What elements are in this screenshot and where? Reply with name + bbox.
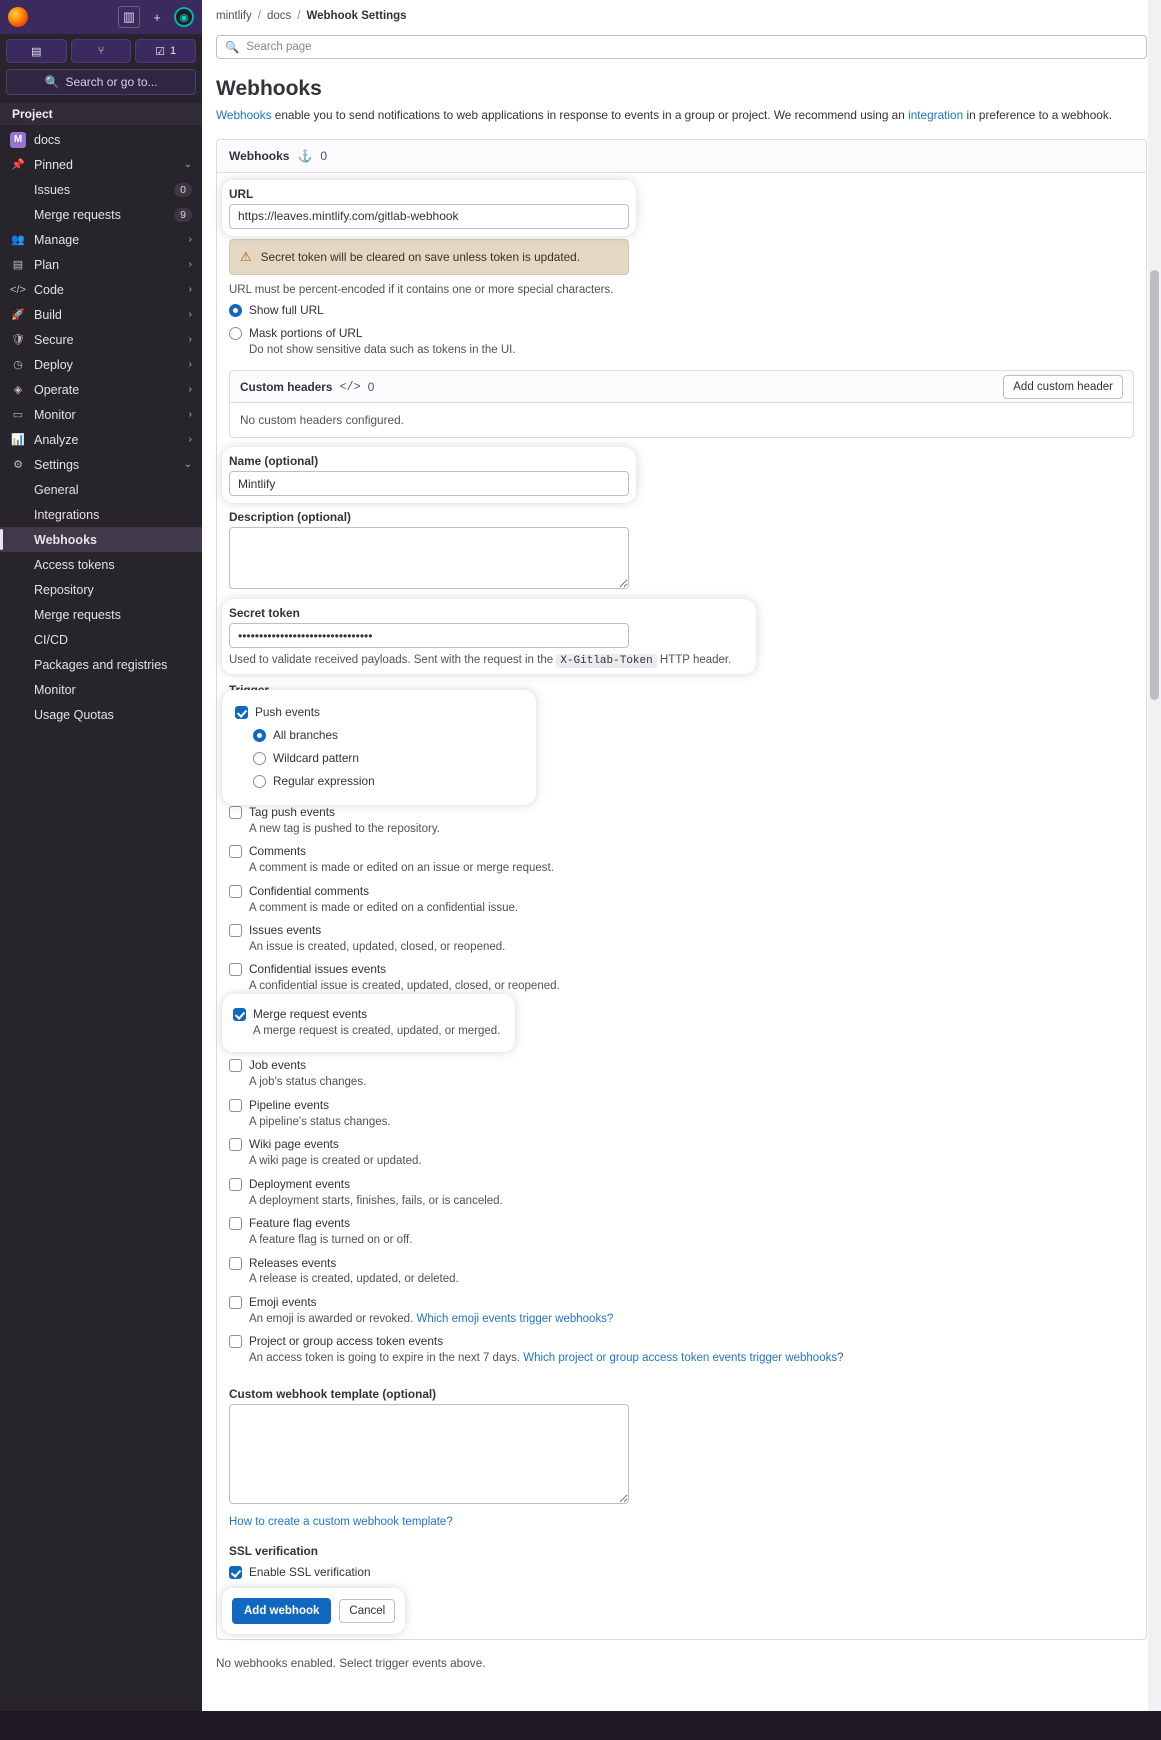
secret-token-group bbox=[229, 606, 749, 667]
trigger-sub: A wiki page is created or updated. bbox=[249, 1155, 422, 1168]
sidebar-item-merge-requests-settings[interactable] bbox=[0, 602, 202, 627]
custom-headers-title: Custom headers bbox=[240, 379, 333, 394]
main-content bbox=[202, 0, 1161, 1740]
trigger-label: Releases events bbox=[249, 1255, 337, 1270]
panel-icon[interactable]: ▥ bbox=[118, 6, 140, 28]
vertical-scrollbar[interactable] bbox=[1148, 0, 1161, 1740]
page-body bbox=[202, 59, 1161, 1690]
checkbox-icon[interactable] bbox=[229, 963, 242, 976]
sidebar-item-plan[interactable] bbox=[0, 252, 202, 277]
plus-icon[interactable]: + bbox=[153, 9, 161, 25]
integration-doc-link[interactable]: integration bbox=[908, 108, 964, 122]
trigger-sub: A job's status changes. bbox=[249, 1076, 367, 1089]
sidebar-item-settings[interactable] bbox=[0, 452, 202, 477]
regular-expression-option[interactable] bbox=[253, 774, 523, 790]
page-description bbox=[216, 107, 1147, 125]
checkbox-icon[interactable] bbox=[229, 924, 242, 937]
custom-headers-count: 0 bbox=[367, 379, 375, 394]
merge-requests-count-badge: 9 bbox=[174, 208, 192, 222]
checkbox-icon[interactable] bbox=[229, 1059, 242, 1072]
name-field-group bbox=[229, 454, 629, 496]
description-label: Description (optional) bbox=[229, 510, 351, 525]
trigger-sub: A comment is made or edited on an issue or merge request. bbox=[249, 862, 554, 875]
browser-toolbar bbox=[0, 0, 202, 34]
url-input[interactable] bbox=[229, 204, 629, 229]
sidebar-item-packages-and-registries[interactable] bbox=[0, 652, 202, 677]
wildcard-pattern-option[interactable] bbox=[253, 751, 523, 767]
checkbox-icon[interactable] bbox=[229, 1566, 242, 1579]
secret-token-warning bbox=[229, 239, 629, 275]
checkbox-icon[interactable] bbox=[233, 1008, 246, 1021]
firefox-logo-icon bbox=[8, 7, 28, 27]
code-brackets-icon: </> bbox=[339, 379, 361, 394]
show-full-url-option[interactable] bbox=[229, 303, 1134, 319]
page-title: Webhooks bbox=[216, 77, 322, 100]
breadcrumb-separator: / bbox=[257, 9, 261, 22]
sidebar-item-label: Settings bbox=[34, 457, 80, 472]
name-label: Name (optional) bbox=[229, 454, 319, 469]
mask-url-text: Mask portions of URL bbox=[249, 325, 363, 340]
trigger-label: Trigger bbox=[229, 683, 269, 698]
show-full-url-label: Show full URL bbox=[249, 302, 324, 317]
chevron-right-icon: › bbox=[188, 409, 192, 420]
checkbox-icon[interactable] bbox=[229, 1099, 242, 1112]
sidebar-item-pinned[interactable] bbox=[0, 152, 202, 177]
mask-url-label bbox=[249, 326, 516, 358]
tab-list-icon[interactable]: ▤ bbox=[6, 39, 67, 63]
trigger-sub: A comment is made or edited on a confidential issue. bbox=[249, 901, 519, 914]
trigger-confidential-issues-events[interactable] bbox=[229, 962, 1134, 994]
sidebar-item-label: Monitor bbox=[34, 682, 76, 697]
trigger-label: Emoji events bbox=[249, 1294, 317, 1309]
webhooks-count: 0 bbox=[320, 148, 328, 163]
todo-icon[interactable] bbox=[135, 39, 196, 63]
checkbox-icon[interactable] bbox=[229, 1178, 242, 1191]
sidebar-item-label: Repository bbox=[34, 582, 94, 597]
secret-hint-post: HTTP header. bbox=[656, 654, 732, 667]
custom-headers-empty-state: No custom headers configured. bbox=[240, 413, 404, 428]
code-icon: </> bbox=[10, 283, 26, 296]
trigger-merge-request-events[interactable] bbox=[233, 1007, 500, 1039]
radio-icon[interactable] bbox=[253, 752, 266, 765]
sidebar-item-label: General bbox=[34, 482, 79, 497]
trigger-job-events[interactable] bbox=[229, 1058, 1134, 1090]
sidebar-item-general[interactable] bbox=[0, 477, 202, 502]
trigger-releases-events[interactable] bbox=[229, 1256, 1134, 1288]
push-events-checkbox-row[interactable] bbox=[235, 705, 523, 721]
sidebar-items bbox=[0, 125, 202, 727]
sidebar-item-label: Packages and registries bbox=[34, 657, 168, 672]
push-events-label: Push events bbox=[255, 705, 320, 720]
breadcrumb-separator: / bbox=[297, 9, 301, 22]
sidebar-item-label: Pinned bbox=[34, 157, 73, 172]
description-field-group bbox=[229, 510, 1134, 592]
trigger-sub: An issue is created, updated, closed, or reopened. bbox=[249, 940, 506, 953]
trigger-label: Project or group access token events bbox=[249, 1334, 444, 1349]
sidebar-item-label: Analyze bbox=[34, 432, 79, 447]
secret-token-hint bbox=[229, 654, 749, 667]
enable-ssl-verification-row[interactable] bbox=[229, 1565, 1134, 1581]
sidebar-item-cicd[interactable] bbox=[0, 627, 202, 652]
trigger-sub: An access token is going to expire in the next 7 days. bbox=[249, 1352, 524, 1365]
webhooks-card-header bbox=[217, 140, 1146, 173]
url-field-group bbox=[229, 187, 629, 229]
trigger-merge-request-events-group bbox=[229, 1001, 508, 1045]
sidebar-item-label: Operate bbox=[34, 382, 80, 397]
emoji-events-docs-link[interactable]: Which emoji events trigger webhooks? bbox=[416, 1312, 614, 1325]
secret-token-input[interactable] bbox=[229, 623, 629, 648]
chevron-right-icon: › bbox=[188, 384, 192, 395]
breadcrumb bbox=[202, 0, 1161, 31]
trigger-tag-push-events[interactable] bbox=[229, 805, 1134, 837]
shield-icon: 🛡 bbox=[11, 334, 25, 346]
chevron-right-icon: › bbox=[188, 334, 192, 345]
trigger-label: Deployment events bbox=[249, 1176, 350, 1191]
sidebar-item-label: Usage Quotas bbox=[34, 707, 114, 722]
trigger-sub: A pipeline's status changes. bbox=[249, 1115, 391, 1128]
mask-url-option[interactable] bbox=[229, 326, 1134, 358]
chevron-right-icon: › bbox=[188, 434, 192, 445]
calendar-icon: ▤ bbox=[12, 259, 24, 271]
description-textarea[interactable] bbox=[229, 527, 629, 589]
sidebar-item-build[interactable] bbox=[0, 302, 202, 327]
trigger-sub: An emoji is awarded or revoked. bbox=[249, 1312, 417, 1325]
sidebar-item-label: CI/CD bbox=[34, 632, 69, 647]
sidebar-item-repository[interactable] bbox=[0, 577, 202, 602]
sidebar-item-label: Build bbox=[34, 307, 62, 322]
trigger-issues-events[interactable] bbox=[229, 923, 1134, 955]
sidebar-section-label: Project bbox=[0, 103, 202, 125]
operate-icon: ◈ bbox=[13, 384, 23, 396]
sidebar-item-label: Plan bbox=[34, 257, 60, 272]
sidebar-item-analyze[interactable] bbox=[0, 427, 202, 452]
sidebar-item-access-tokens[interactable] bbox=[0, 552, 202, 577]
checkbox-icon[interactable] bbox=[229, 1257, 242, 1270]
mask-url-sub: Do not show sensitive data such as tokens in the UI. bbox=[249, 343, 516, 356]
trigger-label: Merge request events bbox=[253, 1006, 368, 1021]
trigger-sub: A confidential issue is created, updated, closed, or reopened. bbox=[249, 980, 560, 993]
rocket-icon: 🚀 bbox=[11, 309, 25, 321]
chart-icon: 📊 bbox=[11, 434, 25, 446]
sidebar-item-label: Merge requests bbox=[34, 207, 121, 222]
checkbox-icon[interactable] bbox=[229, 1138, 242, 1151]
search-icon: 🔍 bbox=[44, 75, 60, 89]
trigger-access-token-events[interactable] bbox=[229, 1334, 1134, 1366]
webhook-form bbox=[217, 173, 1146, 1639]
url-label: URL bbox=[229, 186, 254, 201]
checkbox-icon[interactable] bbox=[235, 706, 248, 719]
trigger-sub: A merge request is created, updated, or merged. bbox=[253, 1024, 501, 1037]
search-icon: 🔍 bbox=[225, 42, 240, 54]
sidebar-item-docs[interactable] bbox=[0, 127, 202, 152]
trigger-sub: A feature flag is turned on or off. bbox=[249, 1234, 413, 1247]
trigger-sub: A release is created, updated, or deleted. bbox=[249, 1273, 459, 1286]
deploy-icon: ◷ bbox=[13, 359, 23, 371]
sidebar-item-monitor-settings[interactable] bbox=[0, 677, 202, 702]
chevron-right-icon: › bbox=[188, 259, 192, 270]
hook-icon: ⚓ bbox=[297, 148, 313, 163]
checkbox-icon[interactable] bbox=[229, 1217, 242, 1230]
secret-token-warning-text: Secret token will be cleared on save unless token is updated. bbox=[260, 249, 581, 264]
sidebar-item-webhooks[interactable] bbox=[0, 527, 202, 552]
project-avatar: M bbox=[10, 132, 26, 148]
trigger-label: Wiki page events bbox=[249, 1137, 339, 1152]
radio-icon[interactable] bbox=[253, 729, 266, 742]
sidebar-item-code[interactable] bbox=[0, 277, 202, 302]
trigger-label: Confidential issues events bbox=[249, 962, 387, 977]
breadcrumb-current: Webhook Settings bbox=[306, 9, 407, 22]
regular-expression-label: Regular expression bbox=[273, 773, 375, 788]
sidebar-item-usage-quotas[interactable] bbox=[0, 702, 202, 727]
trigger-label: Comments bbox=[249, 844, 307, 859]
chevron-down-icon: ⌄ bbox=[183, 159, 192, 170]
breadcrumb-project[interactable]: docs bbox=[266, 9, 292, 22]
trigger-label: Job events bbox=[249, 1058, 307, 1073]
url-hint: URL must be percent-encoded if it contains one or more special characters. bbox=[229, 283, 614, 296]
sidebar-item-label: Secure bbox=[34, 332, 74, 347]
browser-button-row bbox=[0, 34, 202, 67]
custom-headers-header bbox=[230, 371, 1133, 403]
push-branch-options bbox=[253, 728, 523, 790]
breadcrumb-org[interactable]: mintlify bbox=[216, 9, 252, 22]
search-or-go-to-button[interactable] bbox=[6, 69, 196, 95]
webhooks-card bbox=[216, 139, 1147, 1640]
todo-glyph: ☑ bbox=[155, 45, 166, 58]
chevron-down-icon: ⌄ bbox=[183, 459, 192, 470]
trigger-label: Tag push events bbox=[249, 804, 335, 819]
todo-count: 1 bbox=[170, 45, 177, 57]
sidebar-item-operate[interactable] bbox=[0, 377, 202, 402]
trigger-label: Issues events bbox=[249, 923, 322, 938]
sidebar-item-label: Monitor bbox=[34, 407, 76, 422]
trigger-pipeline-events[interactable] bbox=[229, 1098, 1134, 1130]
trigger-confidential-comments[interactable] bbox=[229, 884, 1134, 916]
account-icon[interactable]: ◉ bbox=[174, 7, 194, 27]
page-description-mid: enable you to send notifications to web applications in response to events in a group or project. We recommend using an bbox=[271, 108, 909, 122]
checkbox-icon[interactable] bbox=[229, 885, 242, 898]
sidebar-item-issues[interactable] bbox=[0, 177, 202, 202]
chevron-right-icon: › bbox=[188, 359, 192, 370]
sidebar-item-label: Deploy bbox=[34, 357, 73, 372]
sidebar-item-label: Issues bbox=[34, 182, 71, 197]
sidebar bbox=[0, 0, 202, 1740]
sidebar-item-manage[interactable] bbox=[0, 227, 202, 252]
scrollbar-thumb[interactable] bbox=[1150, 270, 1159, 700]
sidebar-item-label: Integrations bbox=[34, 507, 100, 522]
access-token-events-docs-link[interactable]: Which project or group access token events trigger webhooks bbox=[523, 1352, 838, 1365]
trigger-deployment-events[interactable] bbox=[229, 1177, 1134, 1209]
secret-token-label: Secret token bbox=[229, 606, 300, 621]
sidebar-item-secure[interactable] bbox=[0, 327, 202, 352]
trigger-comments[interactable] bbox=[229, 844, 1134, 876]
webhooks-card-title: Webhooks bbox=[229, 148, 290, 163]
trigger-feature-flag-events[interactable] bbox=[229, 1216, 1134, 1248]
trigger-sub: A deployment starts, finishes, fails, or is canceled. bbox=[249, 1194, 503, 1207]
trigger-label: Confidential comments bbox=[249, 883, 369, 898]
custom-template-label: Custom webhook template (optional) bbox=[229, 1386, 437, 1401]
sidebar-item-integrations[interactable] bbox=[0, 502, 202, 527]
secret-hint-pre: Used to validate received payloads. Sent with the request in the bbox=[229, 654, 557, 667]
name-input[interactable] bbox=[229, 471, 629, 496]
sidebar-item-label: Access tokens bbox=[34, 557, 115, 572]
checkbox-icon[interactable] bbox=[229, 806, 242, 819]
chevron-right-icon: › bbox=[188, 234, 192, 245]
gear-icon: ⚙ bbox=[13, 459, 23, 471]
custom-template-textarea[interactable] bbox=[229, 1404, 629, 1504]
issues-count-badge: 0 bbox=[174, 183, 192, 197]
trigger-sub: A new tag is pushed to the repository. bbox=[249, 822, 440, 835]
custom-template-group bbox=[229, 1387, 1134, 1528]
pin-icon: 📌 bbox=[11, 159, 25, 171]
ssl-verification-label: SSL verification bbox=[229, 1543, 318, 1558]
custom-template-help-link[interactable]: How to create a custom webhook template? bbox=[229, 1515, 453, 1528]
trigger-label: Pipeline events bbox=[249, 1097, 330, 1112]
page-description-end: in preference to a webhook. bbox=[963, 108, 1113, 122]
checkbox-icon[interactable] bbox=[229, 1335, 242, 1348]
radio-icon[interactable] bbox=[229, 304, 242, 317]
add-webhook-button[interactable]: Add webhook bbox=[232, 1598, 331, 1624]
radio-icon[interactable] bbox=[229, 327, 242, 340]
push-events-group bbox=[229, 697, 529, 798]
sidebar-item-label: Code bbox=[34, 282, 64, 297]
footer-note: No webhooks enabled. Select trigger events above. bbox=[216, 1655, 486, 1670]
chevron-right-icon: › bbox=[188, 284, 192, 295]
trigger-sub-end: ? bbox=[837, 1352, 844, 1365]
gitlab-token-header-code: X-Gitlab-Token bbox=[556, 654, 656, 668]
wildcard-pattern-label: Wildcard pattern bbox=[273, 750, 359, 765]
search-placeholder: Search page bbox=[246, 41, 312, 53]
branch-icon[interactable]: ⑂ bbox=[71, 39, 132, 63]
sidebar-item-label: Merge requests bbox=[34, 607, 121, 622]
trigger-emoji-events[interactable] bbox=[229, 1295, 1134, 1327]
users-icon: 👥 bbox=[11, 234, 25, 246]
all-branches-label: All branches bbox=[273, 727, 338, 742]
checkbox-icon[interactable] bbox=[229, 1296, 242, 1309]
window-bottom-edge bbox=[0, 1711, 1161, 1740]
webhooks-doc-link[interactable]: Webhooks bbox=[216, 108, 272, 122]
sidebar-item-label: Webhooks bbox=[34, 532, 97, 547]
sidebar-item-label: docs bbox=[34, 132, 61, 147]
enable-ssl-verification-label: Enable SSL verification bbox=[249, 1564, 371, 1579]
search-or-go-to-label: Search or go to... bbox=[65, 75, 158, 89]
monitor-icon: ▭ bbox=[12, 409, 24, 421]
sidebar-item-label: Manage bbox=[34, 232, 80, 247]
checkbox-icon[interactable] bbox=[229, 845, 242, 858]
trigger-label: Feature flag events bbox=[249, 1216, 350, 1231]
radio-icon[interactable] bbox=[253, 775, 266, 788]
trigger-checkbox-list bbox=[229, 805, 1134, 1367]
chevron-right-icon: › bbox=[188, 309, 192, 320]
add-custom-header-button[interactable]: Add custom header bbox=[1003, 375, 1123, 399]
all-branches-option[interactable] bbox=[253, 728, 523, 744]
cancel-button[interactable]: Cancel bbox=[339, 1599, 395, 1623]
sidebar-item-merge-requests[interactable] bbox=[0, 202, 202, 227]
form-actions bbox=[229, 1595, 398, 1627]
sidebar-item-monitor[interactable] bbox=[0, 402, 202, 427]
custom-headers-card bbox=[229, 370, 1134, 438]
sidebar-item-deploy[interactable] bbox=[0, 352, 202, 377]
trigger-wiki-page-events[interactable] bbox=[229, 1137, 1134, 1169]
search-input[interactable] bbox=[216, 35, 1147, 59]
warning-icon: ⚠ bbox=[240, 248, 252, 264]
